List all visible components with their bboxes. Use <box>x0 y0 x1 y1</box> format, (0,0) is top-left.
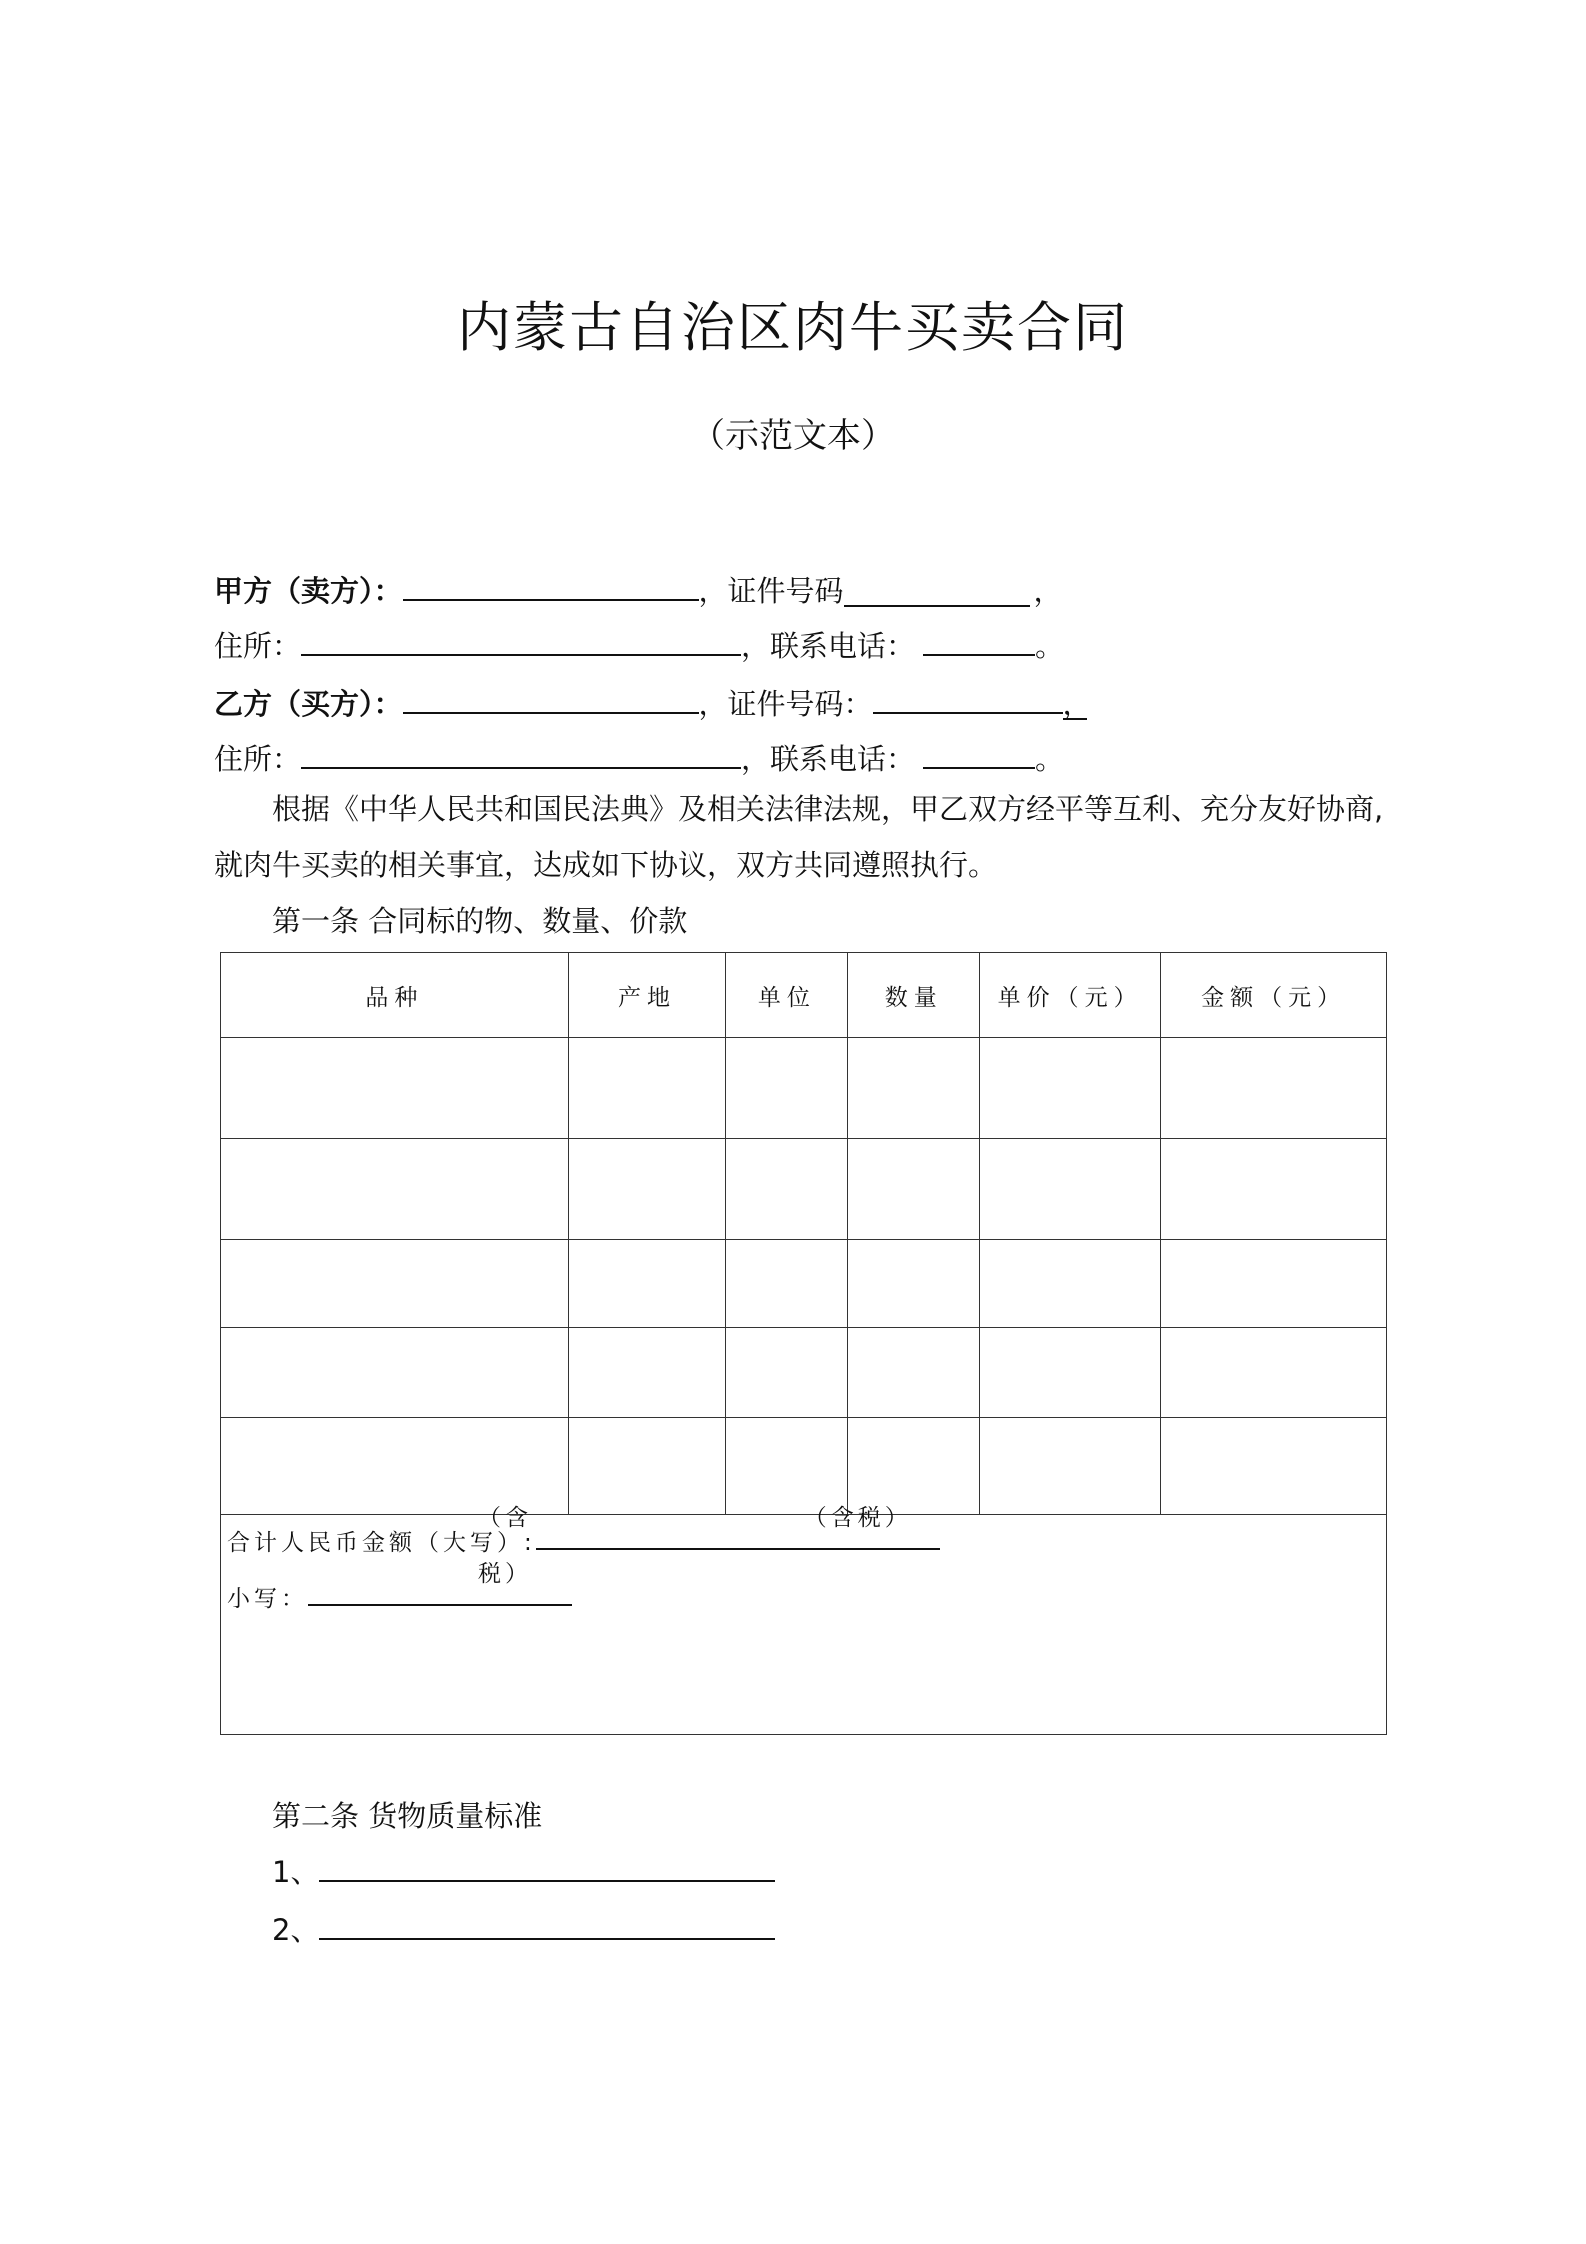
table-row <box>221 1328 1387 1418</box>
cell-variety[interactable] <box>221 1038 569 1139</box>
party-b-label: 乙方（买方）： <box>214 687 403 721</box>
address-b-phone-field[interactable] <box>923 733 1035 769</box>
party-b-name-field[interactable] <box>403 678 699 714</box>
cell-unit-price[interactable] <box>980 1240 1161 1328</box>
cell-origin[interactable] <box>568 1328 726 1418</box>
quality-item-1-field[interactable] <box>319 1844 775 1882</box>
cell-amount[interactable] <box>1161 1038 1387 1139</box>
cell-amount[interactable] <box>1161 1328 1387 1418</box>
table-row <box>221 1139 1387 1240</box>
address-b-phone-label: ，联系电话： <box>741 742 916 776</box>
cell-origin[interactable] <box>568 1038 726 1139</box>
header-origin: 产地 <box>568 953 726 1038</box>
address-b-field[interactable] <box>301 733 741 769</box>
cell-origin[interactable] <box>568 1139 726 1240</box>
total-tax-note: （含税） <box>803 1505 912 1531</box>
address-b-line <box>214 733 1064 779</box>
preamble-line-1: 根据《中华人民共和国民法典》及相关法律法规，甲乙双方经平等互利、充分友好协商, <box>272 792 1384 826</box>
cell-quantity[interactable] <box>848 1038 980 1139</box>
cell-variety[interactable] <box>221 1240 569 1328</box>
header-unit: 单位 <box>726 953 848 1038</box>
cell-quantity[interactable] <box>848 1240 980 1328</box>
cell-unit-price[interactable] <box>980 1139 1161 1240</box>
address-a-field[interactable] <box>301 620 741 656</box>
party-b-id-end: ， <box>1063 684 1087 720</box>
cell-variety[interactable] <box>221 1139 569 1240</box>
small-tax-note: （含税） <box>478 1505 532 1587</box>
header-unit-price: 单价（元） <box>980 953 1161 1038</box>
quality-item-2-number: 2、 <box>272 1913 320 1947</box>
party-b-line <box>214 678 1092 724</box>
quality-item-2-field[interactable] <box>319 1902 775 1940</box>
cell-unit[interactable] <box>726 1038 848 1139</box>
cell-amount[interactable] <box>1161 1418 1387 1515</box>
cell-quantity[interactable] <box>848 1328 980 1418</box>
document-subtitle: （示范文本） <box>691 416 895 456</box>
cell-origin[interactable] <box>568 1418 726 1515</box>
cell-origin[interactable] <box>568 1240 726 1328</box>
address-a-label: 住所： <box>214 629 302 663</box>
goods-table <box>220 952 1387 1735</box>
address-a-line <box>214 620 1064 666</box>
total-lowercase-label: 小写： <box>227 1586 308 1612</box>
quality-item-1-number: 1、 <box>272 1855 320 1889</box>
summary-cell <box>221 1505 1387 1735</box>
cell-unit-price[interactable] <box>980 1418 1161 1515</box>
table-row <box>221 1240 1387 1328</box>
cell-amount[interactable] <box>1161 1139 1387 1240</box>
cell-unit-price[interactable] <box>980 1328 1161 1418</box>
party-a-id-label: ，证件号码 <box>698 574 844 608</box>
address-a-phone-label: ，联系电话： <box>741 629 916 663</box>
header-quantity: 数量 <box>848 953 980 1038</box>
address-b-label: 住所： <box>214 742 302 776</box>
table-header-row <box>221 953 1387 1038</box>
address-b-end: 。 <box>1035 742 1065 776</box>
cell-unit[interactable] <box>726 1328 848 1418</box>
table-row <box>221 1038 1387 1139</box>
address-a-phone-field[interactable] <box>923 620 1035 656</box>
header-amount: 金额（元） <box>1161 953 1387 1038</box>
preamble-line-2: 就肉牛买卖的相关事宜，达成如下协议，双方共同遵照执行。 <box>214 848 998 882</box>
party-b-id-label: ，证件号码： <box>698 687 873 721</box>
quality-item-2 <box>272 1902 775 1958</box>
cell-amount[interactable] <box>1161 1240 1387 1328</box>
header-variety: 品种 <box>221 953 569 1038</box>
article-1-heading: 第一条 合同标的物、数量、价款 <box>272 904 688 938</box>
party-b-id-field[interactable] <box>873 678 1063 714</box>
address-a-end: 。 <box>1035 629 1065 663</box>
summary-row <box>221 1515 1387 1735</box>
cell-unit-price[interactable] <box>980 1038 1161 1139</box>
article-2-heading: 第二条 货物质量标准 <box>272 1799 543 1833</box>
cell-unit[interactable] <box>726 1139 848 1240</box>
party-a-label: 甲方（卖方）： <box>214 574 403 608</box>
total-uppercase-label: 合计人民币金额（大写）: <box>227 1530 536 1556</box>
cell-variety[interactable] <box>221 1328 569 1418</box>
party-a-line <box>214 565 1063 611</box>
total-uppercase-field[interactable] <box>536 1505 940 1550</box>
total-uppercase-line <box>227 1505 1386 1571</box>
party-a-name-field[interactable] <box>403 565 699 601</box>
quality-item-1 <box>272 1844 775 1900</box>
cell-quantity[interactable] <box>848 1139 980 1240</box>
cell-unit[interactable] <box>726 1240 848 1328</box>
party-a-id-field[interactable] <box>844 571 1063 608</box>
document-title: 内蒙古自治区肉牛买卖合同 <box>457 296 1129 359</box>
party-a-id-end: ， <box>1033 574 1063 608</box>
